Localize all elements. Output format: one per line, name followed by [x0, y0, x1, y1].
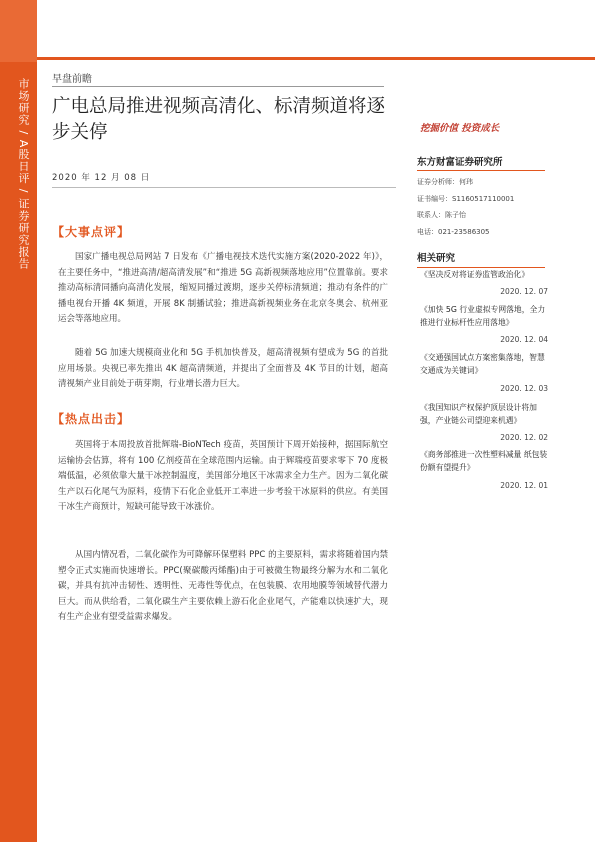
related-item-date: 2020. 12. 04: [500, 335, 548, 344]
related-item-title[interactable]: 《坚决反对将证券监管政治化》: [420, 270, 530, 279]
section-heading-events: 【大事点评】: [52, 225, 131, 239]
related-item-date: 2020. 12. 02: [500, 433, 548, 442]
paragraph-text: 从国内情况看，二氧化碳作为可降解环保塑料 PPC 的主要原料，需求将随着国内禁塑令正式实施而快速增长。PPC(聚碳酸丙烯酯)由于可被微生物最终分解为水和二氧化碳，并具有抗冲击韧性、透明性、无毒性等优点，在包装膜、农用地膜等领域替代潜力巨大。而从供给看，二氧化碳生产主要依赖上游石化企业尾气，产能难以快速扩大，现有生产企业有望受益需求爆发。: [58, 550, 388, 622]
related-item-date: 2020. 12. 03: [500, 384, 548, 393]
slogan: 挖掘价值 投资成长: [420, 123, 500, 134]
header-rule: [37, 57, 595, 60]
sidebar-band: [0, 0, 37, 842]
paragraph: [58, 438, 388, 516]
paragraph-text: 随着 5G 加速大规模商业化和 5G 手机加快普及，超高清视频有望成为 5G 的首批应用场景。央视已率先推出 4K 超高清频道，并提出了全面普及 4K 节目的计划，超高清视频产业目前处于萌芽期，行业增长潜力巨大。: [58, 348, 388, 389]
contact-phone: 电话：021-23586305: [417, 228, 490, 236]
sidebar-label: 市场研究 / A股日评 / 证券研究报告: [17, 78, 30, 270]
cert-number: 证书编号：S1160517110001: [417, 195, 515, 203]
report-date: 2020 年 12 月 08 日: [52, 173, 151, 183]
date-divider: [52, 187, 396, 188]
related-item-date: 2020. 12. 01: [500, 481, 548, 490]
paragraph: [58, 346, 388, 393]
related-item-title[interactable]: 《交通强国试点方案密集落地，智慧交通成为关键词》: [420, 353, 545, 375]
org-name: 东方财富证券研究所: [417, 154, 545, 171]
section-heading-hotspot: 【热点出击】: [52, 412, 131, 426]
paragraph: [58, 548, 388, 626]
category-divider: [52, 86, 384, 87]
contact-person: 联系人：陈子怡: [417, 211, 466, 219]
paragraph-text: 英国将于本周投放首批辉瑞-BioNTech 疫苗，英国预计下周开始接种，据国际航空运输协会估算，将有 100 亿剂疫苗在全球范围内运输。由于辉瑞疫苗要求零下 70 度极端低温，必须依靠大量干冰控制温度，美国部分地区干冰需求全力生产。因为二氧化碳生产以石化尾气为原料，疫情下石化企业低开工率进一步考验干冰原料的供应。有美国干冰生产商预计，短缺可能导致干冰涨价。: [58, 440, 388, 512]
related-item-title[interactable]: 《加快 5G 行业虚拟专网落地，全力推进行业标杆性应用落地》: [420, 305, 546, 327]
sidebar-top-block: [0, 0, 37, 62]
paragraph-text: 国家广播电视总局网站 7 日发布《广播电视技术迭代实施方案(2020-2022 年)》，在主要任务中，“推进高清/超高清发展”和“推进 5G 高新视频落地应用”位置靠前。要求推动高标清同播向高清化发展，缩短同播过渡期，逐步关停标清频道；推动有条件的广播电视台开播 4K 频道，开展 8K 制播试验；推进高新视频业务在北京冬奥会、杭州亚运会等落地应用。: [58, 252, 388, 324]
related-item-title[interactable]: 《商务部推进一次性塑料减量 纸包装份额有望提升》: [420, 450, 548, 472]
report-category: 早盘前瞻: [52, 74, 92, 85]
paragraph: [58, 250, 388, 328]
related-research-heading: 相关研究: [417, 250, 545, 268]
related-item-date: 2020. 12. 07: [500, 287, 548, 296]
related-item-title[interactable]: 《我国知识产权保护顶层设计将加强，产业链公司望迎来机遇》: [420, 403, 537, 425]
page-title: 广电总局推进视频高清化、标清频道将逐步关停: [52, 96, 386, 143]
analyst-name: 证券分析师：何玮: [417, 178, 473, 186]
